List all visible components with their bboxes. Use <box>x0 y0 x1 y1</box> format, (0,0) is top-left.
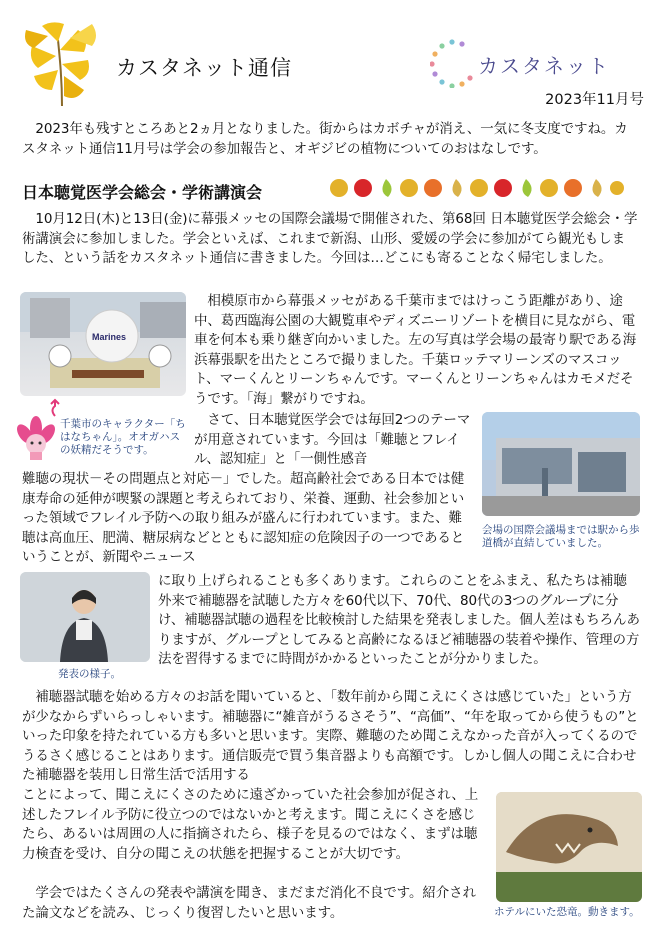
mascot-caption: 千葉市のキャラクター「ちはなちゃん」。オオガハスの妖精だそうです。 <box>60 418 186 456</box>
brand-name: カスタネット <box>478 54 610 78</box>
arrow-up-icon <box>48 398 62 418</box>
paragraph-3-start: さて、日本聴覚医学会では毎回2つのテーマが用意されています。今回は「難聴とフレイル、認知症」と「一側性感音 <box>194 412 471 468</box>
venue-caption: 会場の国際会議場までは駅から歩道橋が直結していました。 <box>482 524 640 549</box>
fruit-row-icon <box>328 176 624 198</box>
dinosaur-photo <box>496 792 642 902</box>
mascot-flower-icon <box>16 414 56 462</box>
intro-paragraph: 2023年も残すところあと2ヵ月となりました。街からはカボチャが消え、一気に冬支度ですね。カスタネット通信11月号は学会の参加報告と、オギジビの植物についてのおはなしです。 <box>22 121 628 157</box>
paragraph-5: 学会ではたくさんの発表や講演を聞き、まだまだ消化不良です。紹介された論文などを読み、じっくり復習したいと思います。 <box>22 885 476 921</box>
paragraph-4: 補聴器試聴を始める方々のお話を聞いていると、「数年前から聞こえにくさは感じていた」という方が少なからずいらっしゃいます。補聴器に“雑音がうるさそう”、“高価”、“年を取ってから使うもの”といった印象を持たれている方も多いと思います。実際、難聴のため聞こえなかった音が入ってくるのでうるさく感じることはあります。通信販売で買う集音器よりも高額です。しかし個人の聞こえに合わせた補聴器を装用し日常生活で活用する <box>22 689 639 784</box>
dinosaur-caption: ホテルにいた恐竜。動きます。 <box>494 906 640 918</box>
presentation-caption: 発表の様子。 <box>58 668 121 680</box>
paragraph-4-cont: ことによって、聞こえにくさのために遠ざかっていた社会参加が促され、上述したフレイル予防に役立つのではないかと考えます。聞こえにくさを感じたら、あるいは周囲の人に指摘されたら、様子を見るのではなく、まずは聴力検査を受け、自分の聞こえの状態を把握することが大切です。 <box>22 787 479 862</box>
newsletter-title: カスタネット通信 <box>116 56 292 80</box>
venue-photo <box>482 412 640 516</box>
station-photo <box>20 292 186 396</box>
marines-sign: Marines <box>92 332 127 342</box>
paragraph-3-middle: 難聴の現状－その問題点と対応－」でした。超高齢社会である日本では健康寿命の延伸が喫緊の課題と考えられており、栄養、運動、社会参加といった領域でフレイル予防への取り組みが盛んに行われています。また、難聴は高血圧、肥満、糖尿病などとともに認知症の危険因子の一つであるということが、新聞やニュース <box>22 471 465 566</box>
presentation-photo <box>20 572 150 662</box>
paragraph-1: 10月12日(木)と13日(金)に幕張メッセの国際会議場で開催された、第68回 日本聴覚医学会総会・学術講演会に参加しました。学会といえば、これまで新潟、山形、愛媛の学会に参加がてら観光もしました、という話をカスタネット通信に書きました。今回は…どこにも寄ることなく帰宅しました。 <box>22 211 638 267</box>
section-title: 日本聴覚医学会総会・学術講演会 <box>22 183 263 202</box>
ginkgo-leaves-icon <box>18 20 102 108</box>
paragraph-2: 相模原市から幕張メッセがある千葉市まではけっこう距離があり、途中、葛西臨海公園の大観覧車やディズニーリゾートを横目に見ながら、電車を何本も乗り継ぎ向かいました。左の写真は学会場の最寄り駅である海浜幕張駅を出たところで撮りました。千葉ロッテマリーンズのマスコット、マーくんとリーンちゃんです。マーくんとリーンちゃんはカモメだそうです。「海」繋がりですね。 <box>194 293 637 407</box>
paragraph-3-end: に取り上げられることも多くあります。これらのことをふまえ、私たちは補聴外来で補聴器を試聴した方々を60代以下、70代、80代の3つのグループに分け、補聴器試聴の過程を比較検討した結果を発表しました。個人差はもちろんありますが、グループとしてみると高齢になるほど補聴器の装着や操作、管理の方法を習得するまでに時間がかかるといったことが分かりました。 <box>158 573 640 668</box>
issue-date: 2023年11月号 <box>545 92 644 108</box>
